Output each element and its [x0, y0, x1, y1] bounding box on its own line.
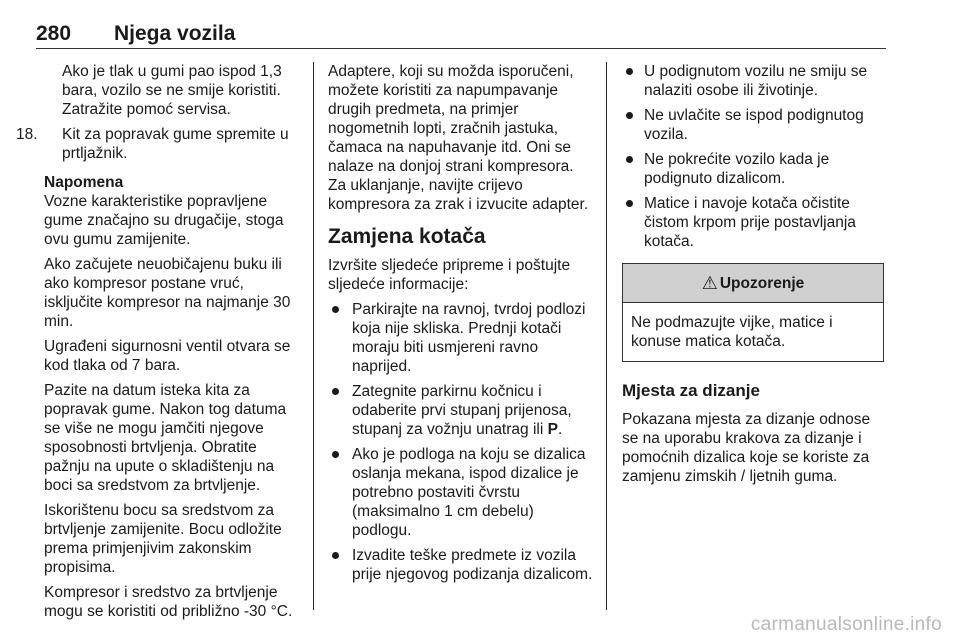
bullet-text: Zategnite parkirnu kočnicu i odaberite prvi stupanj prijenosa, stupanj za vožnju unatrag ili	[352, 383, 572, 438]
continued-paragraph: Adaptere, koji su možda isporučeni, možete koristiti za napumpavanje drugih predmeta, na primjer nogometnih lopti, zračnih jastuka, čamaca na napuhavanje itd. Oni se nalaze na donjoj strani kompresora. Za uklanjanje, navijte crijevo kompresora za zrak i izvucite adapter.	[328, 63, 589, 213]
note-paragraph: Ako začujete neuobičajenu buku ili ako kompresor postane vruć, isključite kompresor na najmanje 30 min.	[44, 256, 291, 330]
section-intro: Izvršite sljedeće pripreme i poštujte sljedeće informacije:	[328, 257, 571, 293]
subsection-heading: Mjesta za dizanje	[622, 381, 760, 400]
column-right	[622, 62, 884, 486]
note-paragraph: Kompresor i sredstvo za brtvljenje mogu se koristiti od približno -30 °C.	[44, 584, 293, 620]
page-number: 280	[36, 22, 72, 45]
column-divider	[313, 62, 314, 610]
continued-paragraph: Ako je tlak u gumi pao ispod 1,3 bara, vozilo se ne smije koristiti. Zatražite pomoć servisa.	[62, 63, 282, 118]
warning-text: Ne podmazujte vijke, matice i konuse matica kotača.	[631, 314, 833, 350]
bullet-item	[328, 382, 594, 439]
note-paragraph: Ugrađeni sigurnosni ventil otvara se kod tlaka od 7 bara.	[44, 338, 291, 374]
page-header	[36, 8, 886, 49]
bullet-item: Ne uvlačite se ispod podignutog vozila.	[622, 106, 884, 144]
column-middle	[328, 62, 594, 584]
bullet-list	[622, 62, 884, 251]
note-paragraph: Vozne karakteristike popravljene gume značajno su drugačije, stoga ovu gumu zamijenite.	[44, 193, 284, 248]
warning-title: Upozorenje	[719, 274, 805, 292]
warning-header	[623, 264, 883, 303]
note-paragraph: Iskorištenu bocu sa sredstvom za brtvljenje zamijenite. Bocu odložite prema primjenjivim zakonskim propisima.	[44, 502, 282, 576]
subsection-text: Pokazana mjesta za dizanje odnose se na uporabu krakova za dizanje i pomoćnih dizalica koje se koriste za zamjenu zimskih / ljetnih guma.	[622, 411, 871, 485]
page-title: Njega vozila	[114, 22, 236, 45]
column-divider	[606, 62, 607, 610]
gear-label: P	[547, 421, 558, 438]
item-text: Kit za popravak gume spremite u prtljažnik.	[62, 126, 289, 162]
bullet-text-end: .	[557, 421, 563, 438]
warning-box	[622, 263, 884, 362]
warning-triangle-icon: ⚠	[701, 272, 718, 293]
bullet-item: Parkirajte na ravnoj, tvrdoj podlozi koja nije skliska. Prednji kotači moraju biti usmjereni ravno naprijed.	[328, 300, 594, 376]
note-paragraph: Pazite na datum isteka kita za popravak gume. Nakon tog datuma se više ne mogu jamčiti njegove sposobnosti brtvljenja. Obratite pažnju na upute o skladištenju na boci sa sredstvom za brtvljenje.	[44, 382, 287, 494]
bullet-item: Izvadite teške predmete iz vozila prije njegovog podizanja dizalicom.	[328, 546, 594, 584]
bullet-item: U podignutom vozilu ne smiju se nalaziti osobe ili životinje.	[622, 62, 884, 100]
bullet-item: Matice i navoje kotača očistite čistom krpom prije postavljanja kotača.	[622, 194, 884, 251]
section-heading: Zamjena kotača	[328, 225, 486, 248]
item-number: 18.	[16, 126, 38, 143]
column-left	[16, 62, 306, 621]
list-item-18	[16, 125, 306, 163]
note-heading: Napomena	[44, 174, 124, 191]
bullet-item: Ne pokrećite vozilo kada je podignuto dizalicom.	[622, 150, 884, 188]
bullet-list	[328, 300, 594, 584]
watermark: carmanualsonline.info	[750, 614, 942, 635]
bullet-item: Ako je podloga na koju se dizalica oslanja mekana, ispod dizalice je potrebno postaviti čvrstu (maksimalno 1 cm debelu) podlogu.	[328, 445, 594, 540]
